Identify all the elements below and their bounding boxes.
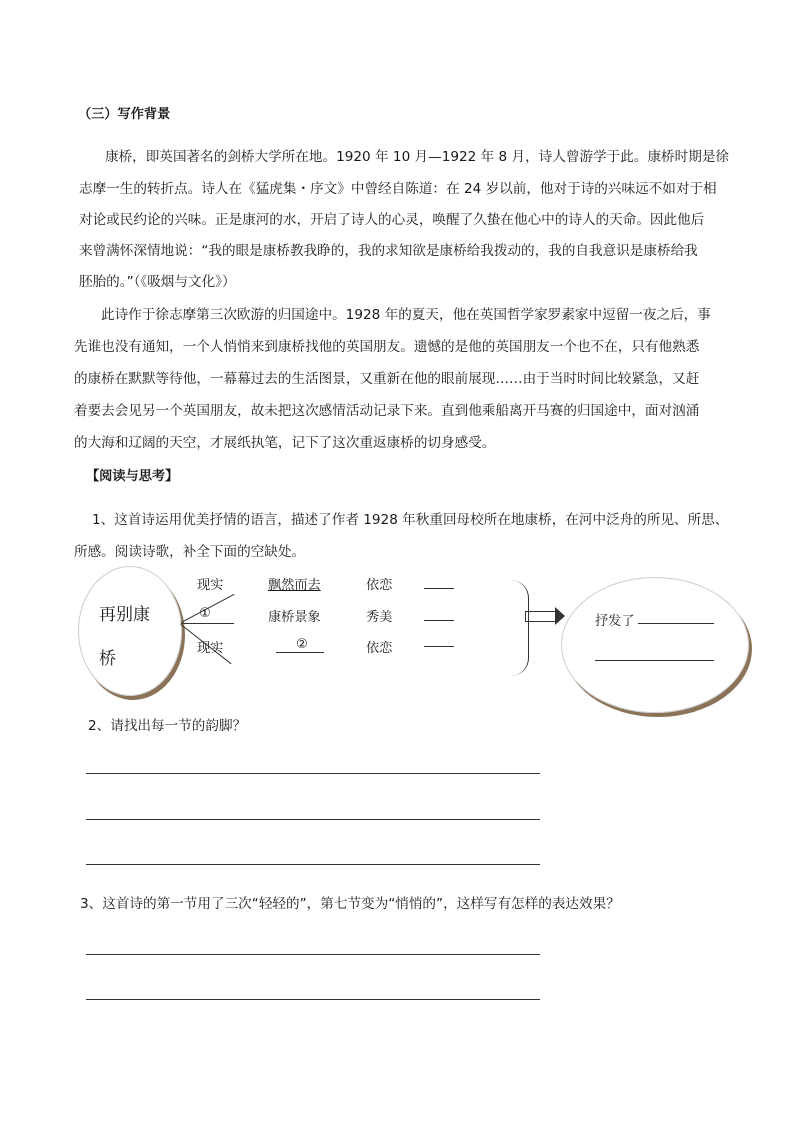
paragraph-line: 此诗作于徐志摩第三次欧游的归国途中。1928 年的夏天，他在英国哲学家罗素家中逗留一夜之后，事 [101, 307, 711, 323]
row-2-blank[interactable] [424, 620, 454, 621]
paragraph-line: 志摩一生的转折点。诗人在《猛虎集・序文》中曾经自陈道：在 24 岁以前，他对于诗的兴味远不如对于相 [79, 181, 717, 197]
row-3-col-1: 现实 [197, 641, 224, 656]
row-3-col-3: 依恋 [366, 641, 393, 656]
paragraph-line: 对论或民约论的兴味。正是康河的水，开启了诗人的心灵，唤醒了久蛰在他心中的诗人的天命。因此他后 [79, 212, 705, 228]
row-1-col-1: 现实 [197, 578, 224, 593]
row-1-col-2: 飘然而去 [268, 578, 321, 593]
paragraph-line: 康桥，即英国著名的剑桥大学所在地。1920 年 10 月—1922 年 8 月，诗人曾游学于此。康桥时期是徐 [105, 149, 730, 165]
row-2-col-1: ① [199, 606, 211, 621]
paragraph-line: 的大海和辽阔的天空，才展纸执笔，记下了这次重返康桥的切身感受。 [74, 435, 496, 451]
right-label: 抒发了 [595, 614, 635, 629]
answer-line[interactable] [86, 819, 540, 820]
question-1-line-2: 所感。阅读诗歌，补全下面的空缺处。 [74, 544, 306, 560]
answer-line[interactable] [86, 954, 540, 955]
paragraph-line: 着要去会见另一个英国朋友，故未把这次感情活动记录下来。直到他乘船离开马赛的归国途中，面对汹涌 [74, 403, 700, 419]
arrow-icon [555, 607, 565, 625]
paragraph-line: 胚胎的。”（《吸烟与文化》） [79, 274, 236, 290]
right-brace [500, 580, 529, 676]
row-2-col-3: 秀美 [366, 610, 393, 625]
answer-line[interactable] [86, 773, 540, 774]
diagram-title-line-1: 再别康 [99, 605, 150, 625]
question-3: 3、这首诗的第一节用了三次“轻轻的”，第七节变为“悄悄的”，这样写有怎样的表达效果？ [80, 896, 620, 912]
branch-line [181, 623, 234, 624]
answer-line[interactable] [86, 864, 540, 865]
row-1-col-3: 依恋 [366, 578, 393, 593]
question-1-line-1: 1、这首诗运用优美抒情的语言，描述了作者 1928 年秋重回母校所在地康桥，在河中泛舟的所见、所思、 [92, 512, 729, 528]
arrow-shaft [525, 611, 556, 622]
paragraph-line: 来曾满怀深情地说：“我的眼是康桥教我睁的，我的求知欲是康桥给我拨动的，我的自我意识是康桥给我 [79, 243, 698, 259]
paragraph-line: 先谁也没有通知，一个人悄悄来到康桥找他的英国朋友。遗憾的是他的英国朋友一个也不在，只有他熟悉 [74, 339, 700, 355]
diagram-title-line-2: 桥 [99, 649, 116, 669]
row-1-blank[interactable] [424, 588, 454, 589]
answer-blank-1[interactable] [638, 623, 714, 624]
question-2: 2、请找出每一节的韵脚？ [88, 718, 247, 734]
row-3-col-2: ② [296, 637, 308, 652]
answer-line[interactable] [86, 999, 540, 1000]
row-2-col-2: 康桥景象 [268, 610, 321, 625]
answer-blank-2[interactable] [595, 660, 714, 661]
reading-heading: 【阅读与思考】 [86, 469, 179, 484]
row-3-blank-2[interactable] [276, 652, 324, 653]
left-ellipse [78, 566, 182, 696]
section-heading: （三）写作背景 [78, 107, 171, 122]
right-ellipse [561, 577, 749, 713]
row-3-blank[interactable] [424, 646, 454, 647]
paragraph-line: 的康桥在默默等待他，一幕幕过去的生活图景，又重新在他的眼前展现……由于当时时间比较紧急，又赶 [74, 371, 700, 387]
